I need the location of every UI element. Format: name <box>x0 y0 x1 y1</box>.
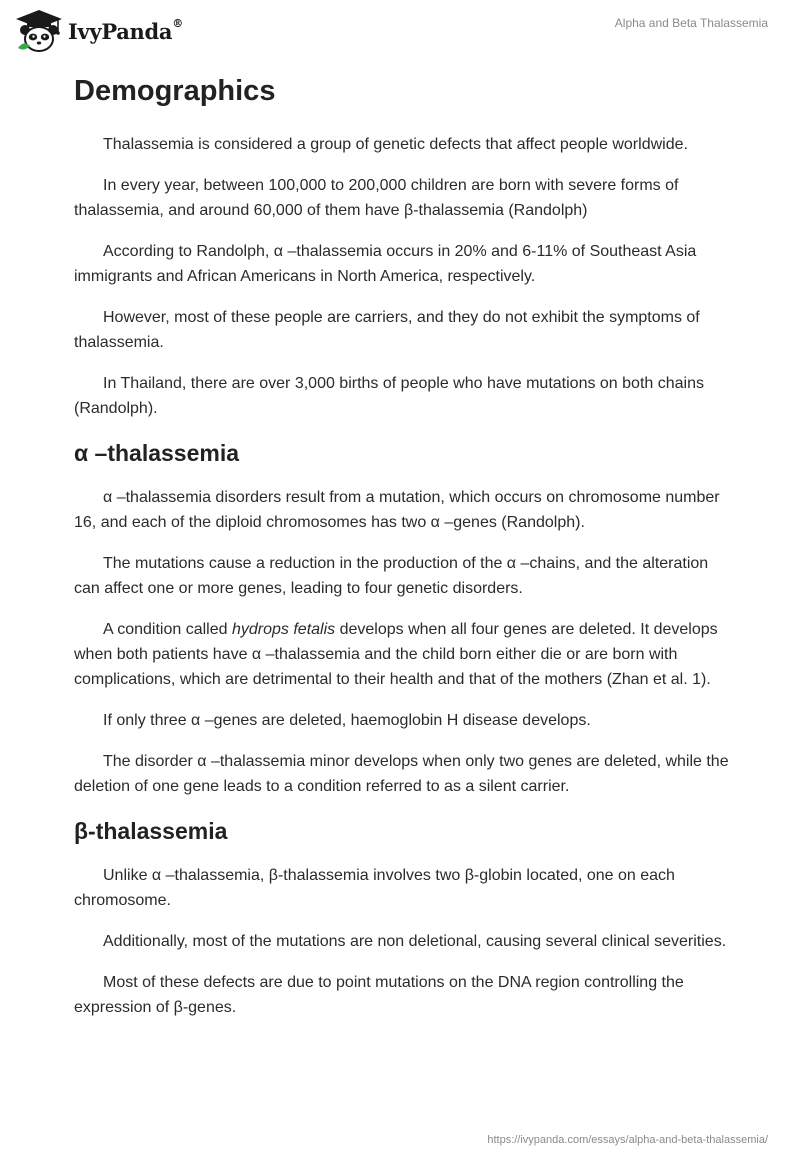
paragraph: Most of these defects are due to point mutations on the DNA region controlling the expression of β-genes. <box>74 974 684 1016</box>
essay-content <box>74 72 730 1036</box>
paragraph: Thalassemia is considered a group of genetic defects that affect people worldwide. <box>103 136 688 153</box>
paragraph: If only three α –genes are deleted, haemoglobin H disease develops. <box>103 712 591 729</box>
page-header <box>0 0 800 60</box>
brand-name: IvyPanda® <box>68 16 183 44</box>
section-heading: β-thalassemia <box>74 818 228 844</box>
paragraph: α –thalassemia disorders result from a mutation, which occurs on chromosome number 16, and each of the diploid chromosomes has two α –genes (Randolph). <box>74 489 720 531</box>
section-heading: Demographics <box>74 75 276 107</box>
paragraph: The mutations cause a reduction in the production of the α –chains, and the alteration can affect one or more genes, leading to four genetic disorders. <box>74 555 709 597</box>
paragraph: Additionally, most of the mutations are non deletional, causing several clinical severities. <box>103 933 727 950</box>
paragraph: However, most of these people are carriers, and they do not exhibit the symptoms of thalassemia. <box>74 309 700 351</box>
paragraph: According to Randolph, α –thalassemia occurs in 20% and 6-11% of Southeast Asia immigrants and African Americans in North America, respectively. <box>74 243 697 285</box>
paragraph: In every year, between 100,000 to 200,000 children are born with severe forms of thalassemia, and around 60,000 of them have β-thalassemia (Randolph) <box>74 177 679 219</box>
section-alpha-thalassemia <box>74 437 730 799</box>
source-url[interactable]: https://ivypanda.com/essays/alpha-and-beta-thalassemia/ <box>487 1134 768 1146</box>
panda-graduate-icon <box>14 8 64 54</box>
document-title: Alpha and Beta Thalassemia <box>614 16 768 30</box>
paragraph: In Thailand, there are over 3,000 births of people who have mutations on both chains (Randolph). <box>74 375 704 417</box>
section-heading: α –thalassemia <box>74 440 240 466</box>
paragraph: Unlike α –thalassemia, β-thalassemia involves two β-globin located, one on each chromosome. <box>74 867 675 909</box>
section-beta-thalassemia <box>74 815 730 1020</box>
section-demographics <box>74 72 730 421</box>
ivypanda-logo[interactable] <box>14 8 183 54</box>
paragraph-hydrops-fetalis: A condition called hydrops fetalis develops when all four genes are deleted. It develops when both patients have α –thalassemia and the child born either die or are born with complications, which are detrimental to their health and that of the mothers (Zhan et al. 1). <box>74 621 718 688</box>
paragraph: The disorder α –thalassemia minor develops when only two genes are deleted, while the deletion of one gene leads to a condition referred to as a silent carrier. <box>74 753 729 795</box>
italic-term: hydrops fetalis <box>231 621 336 638</box>
